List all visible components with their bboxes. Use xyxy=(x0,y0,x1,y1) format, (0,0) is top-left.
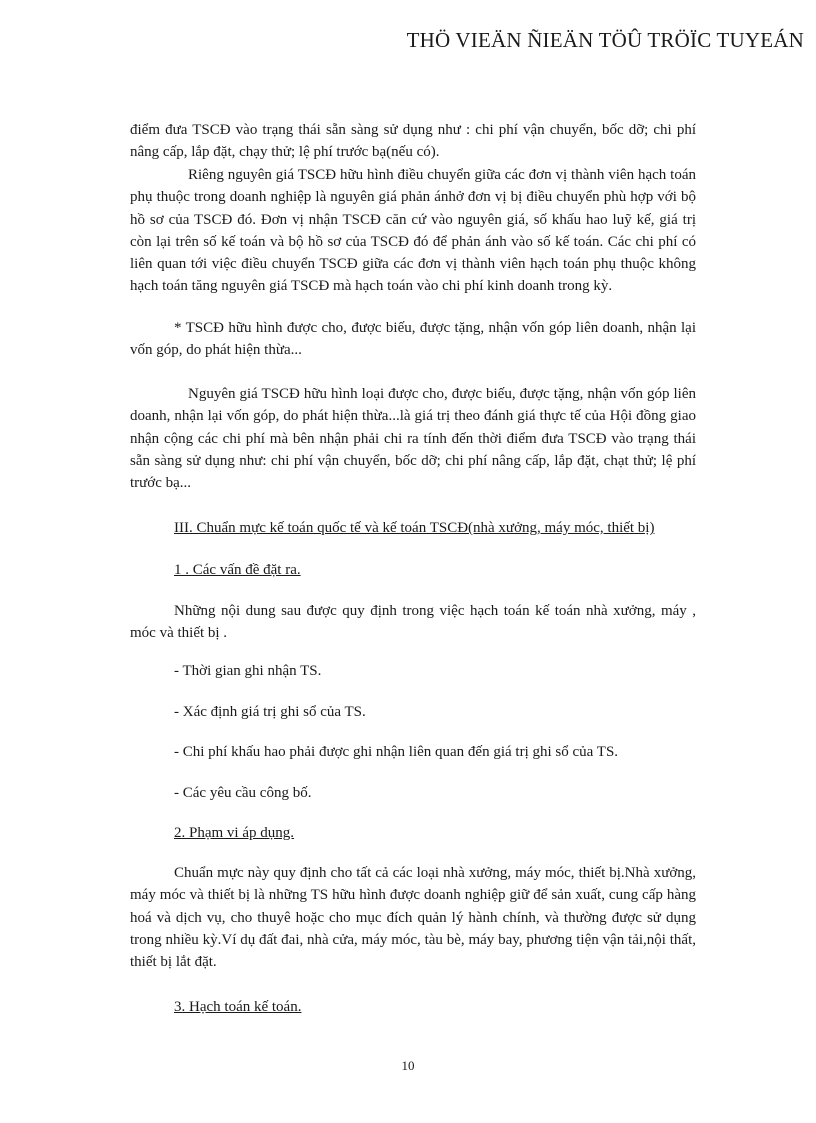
page-header-title: THÖ VIEÄN ÑIEÄN TÖÛ TRÖÏC TUYEÁN xyxy=(406,28,804,52)
section-heading-iii: III. Chuẩn mực kế toán quốc tế và kế toán TSCĐ(nhà xưởng, máy móc, thiết bị) xyxy=(174,520,655,536)
paragraph-6: Chuẩn mực này quy định cho tất cả các loại nhà xưởng, máy móc, thiết bị.Nhà xưởng, máy móc và thiết bị là những TS hữu hình được doanh nghiệp giữ để sản xuất, cung cấp hàng hoá và dịch vụ, cho thuyê hoặc cho mục đích quản lý hành chính, và thường được sử dụng trong nhiều kỳ.Ví dụ đất đai, nhà cửa, máy móc, tàu bè, máy bay, phương tiện vận tải,nội thất, thiết bị lắt đặt. xyxy=(130,865,696,971)
list-item: - Chi phí khấu hao phải được ghi nhận liên quan đến giá trị ghi sổ của TS. xyxy=(174,744,619,760)
paragraph-5: Những nội dung sau được quy định trong việc hạch toán kế toán nhà xưởng, máy , móc và thiết bị . xyxy=(130,603,696,642)
page-number: 10 xyxy=(401,1058,415,1073)
list-item: - Xác định giá trị ghi sổ của TS. xyxy=(174,704,366,720)
paragraph-3: * TSCĐ hữu hình được cho, được biếu, được tặng, nhận vốn góp liên doanh, nhận lại vốn góp, do phát hiện thừa... xyxy=(130,320,696,359)
paragraph-2: Riêng nguyên giá TSCĐ hữu hình điều chuyển giữa các đơn vị thành viên hạch toán phụ thuộc trong doanh nghiệp là nguyên giá phản ánhở đơn vị bị điều chuyển phù hợp với bộ hồ sơ của TSCĐ đó. Đơn vị nhận TSCĐ căn cứ vào nguyên giá, số khấu hao luỹ kế, giá trị còn lại trên số kế toán và bộ hồ sơ của TSCĐ đó để phản ánh vào số kế toán. Các chi phí có liên quan tới việc điều chuyển TSCĐ giữa các đơn vị thành viên hạch toán phụ thuộc không hạch toán tăng nguyên giá TSCĐ mà hạch toán vào chi phí kinh doanh trong kỳ. xyxy=(130,167,696,295)
paragraph-4: Nguyên giá TSCĐ hữu hình loại được cho, được biếu, được tặng, nhận vốn góp liên doanh, nhận lại vốn góp, do phát hiện thừa...là giá trị theo đánh giá thực tế của Hội đồng giao nhận cộng các chi phí mà bên nhận phải chi ra tính đến thời điểm đưa TSCĐ vào trạng thái sẵn sàng sử dụng như: chi phí vận chuyển, bốc dỡ; chi phí nâng cấp, lắp đặt, chạt thử; lệ phí trước bạ... xyxy=(130,386,696,492)
subheading-2: 2. Phạm vi áp dụng. xyxy=(174,825,294,841)
list-item: - Các yêu cầu công bố. xyxy=(174,785,312,801)
subheading-1: 1 . Các vấn đề đặt ra. xyxy=(174,562,301,578)
list-item: - Thời gian ghi nhận TS. xyxy=(174,663,322,679)
subheading-3: 3. Hạch toán kế toán. xyxy=(174,999,302,1015)
paragraph-1: điểm đưa TSCĐ vào trạng thái sẵn sàng sử dụng như : chi phí vận chuyển, bốc dỡ; chi phí nâng cấp, lắp đặt, chạy thử; lệ phí trước bạ(nếu có). xyxy=(130,122,696,161)
